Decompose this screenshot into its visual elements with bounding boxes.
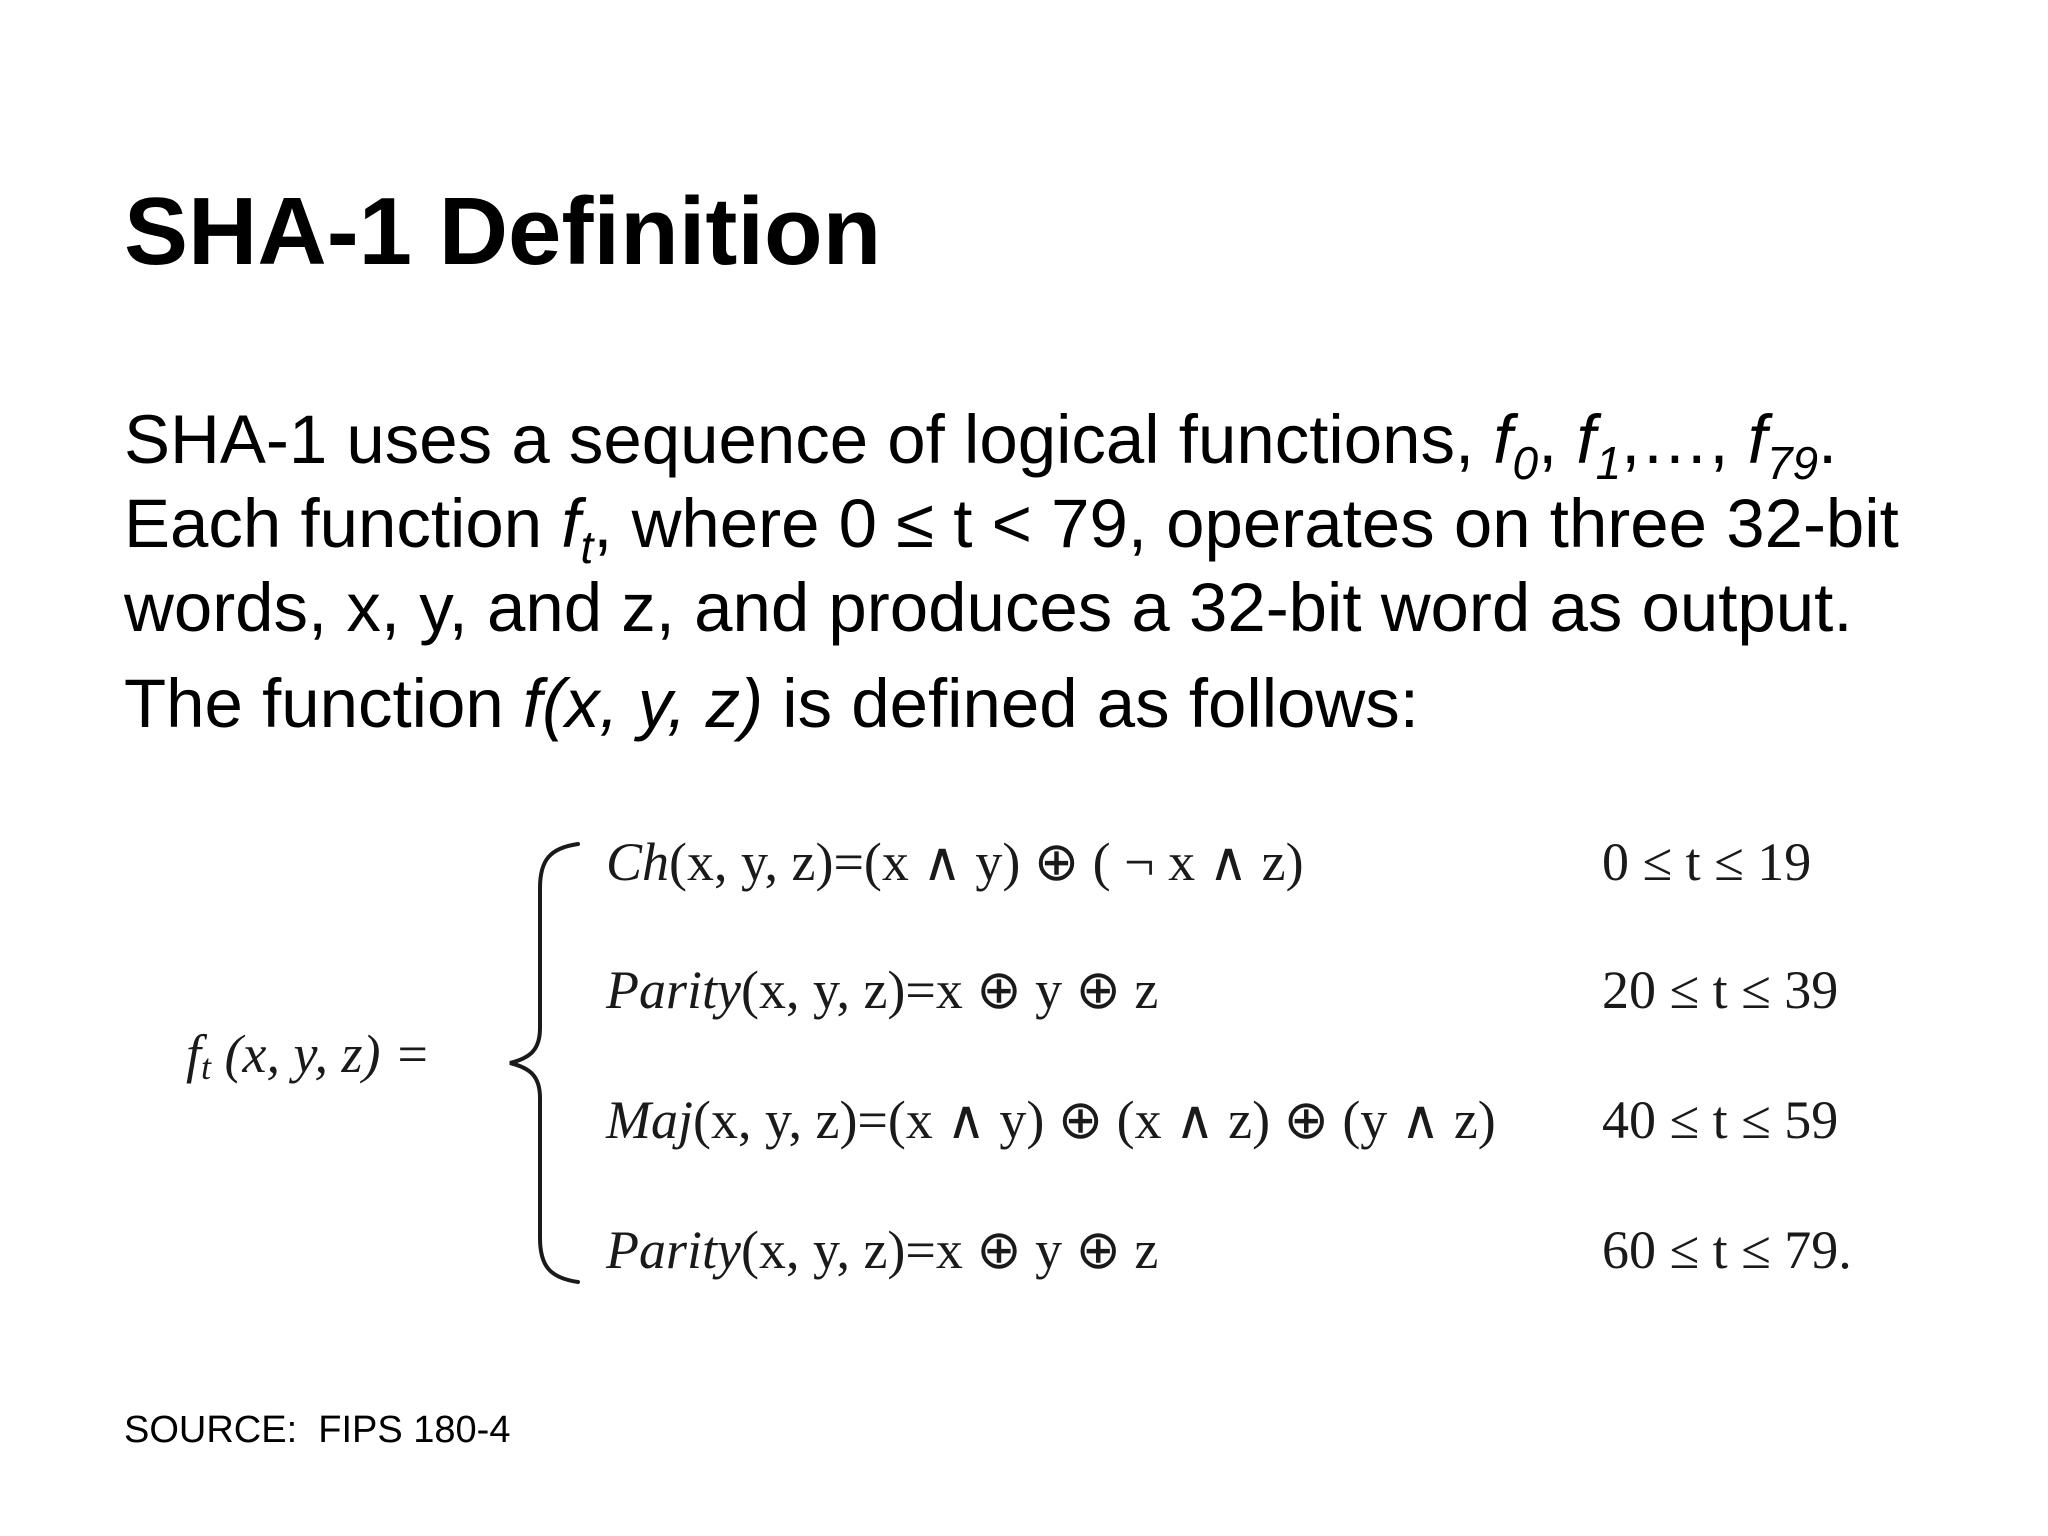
f79-subscript: 79: [1766, 437, 1819, 490]
para2-text-2: is defined as follows:: [763, 665, 1419, 742]
case-parity2-expr: (x, y, z)=x ⊕ y ⊕ z: [740, 1220, 1159, 1280]
ft-subscript: t: [580, 521, 594, 574]
case-parity-expr: (x, y, z)=x ⊕ y ⊕ z: [740, 960, 1159, 1020]
f1-subscript: 1: [1595, 437, 1622, 490]
body-text: [124, 398, 1984, 746]
case-parity2-range: 60 ≤ t ≤ 79.: [1602, 1220, 1852, 1280]
case-ch-expr: (x, y, z)=(x ∧ y) ⊕ ( ¬ x ∧ z): [669, 832, 1304, 892]
para2-text-1: The function: [124, 665, 523, 742]
para1-period: .: [1818, 401, 1838, 478]
left-brace: [500, 838, 590, 1288]
para1-text-4: words, x, y, and z, and produces a 32-bit word as output.: [124, 569, 1853, 646]
case-maj-name: Maj: [606, 1090, 693, 1150]
case-parity-range: 20 ≤ t ≤ 39: [1602, 960, 1839, 1020]
para1-text-2: Each function: [124, 485, 562, 562]
case-parity2-name: Parity: [606, 1220, 741, 1280]
case-maj-function: [606, 1088, 1496, 1152]
case-parity2-function: [606, 1218, 1158, 1282]
f0-subscript: 0: [1512, 437, 1539, 490]
case-parity-function: [606, 958, 1158, 1022]
case-ch-range: 0 ≤ t ≤ 19: [1602, 832, 1812, 892]
para1-text-3: , where 0 ≤ t < 79, operates on three 32-bit: [593, 485, 1899, 562]
f79-symbol: f: [1747, 401, 1767, 478]
source-citation: SOURCE: FIPS 180-4: [124, 1409, 511, 1451]
lhs-f-symbol: f: [186, 1024, 202, 1084]
case-ch-name: Ch: [606, 832, 670, 892]
lhs-subscript: t: [201, 1047, 212, 1088]
para1-text-1: SHA-1 uses a sequence of logical functions,: [124, 401, 1494, 478]
f1-symbol: f: [1576, 401, 1596, 478]
paragraph-definition: [124, 662, 1984, 746]
case-maj-range: 40 ≤ t ≤ 59: [1602, 1090, 1839, 1150]
formula-lhs: [186, 1022, 430, 1086]
para1-sep-1: ,: [1538, 401, 1577, 478]
fxyz-expression: f(x, y, z): [522, 665, 764, 742]
case-maj-expr: (x, y, z)=(x ∧ y) ⊕ (x ∧ z) ⊕ (y ∧ z): [693, 1090, 1496, 1150]
lhs-args: (x, y, z) =: [211, 1024, 431, 1084]
f0-symbol: f: [1493, 401, 1513, 478]
case-ch-function: [606, 830, 1304, 894]
paragraph-functions: [124, 398, 1984, 650]
case-parity-name: Parity: [606, 960, 741, 1020]
ft-symbol: f: [561, 485, 581, 562]
slide-title: SHA-1 Definition: [124, 178, 882, 285]
para1-sep-2: ,…,: [1621, 401, 1748, 478]
